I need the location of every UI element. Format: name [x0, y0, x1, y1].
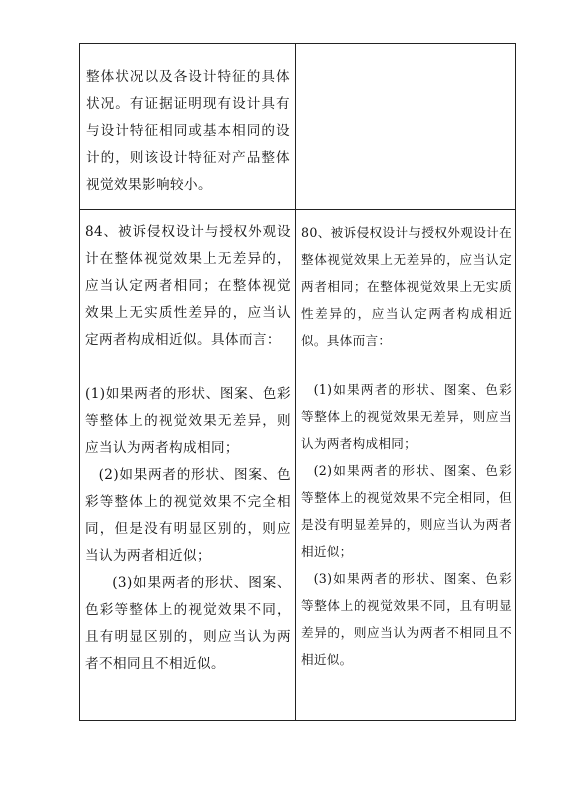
continuation-paragraph: 整体状况以及各设计特征的具体状况。有证据证明现有设计具有与设计特征相同或基本相同的设计的，则该设计特征对产品整体视觉效果影响较小。 — [86, 69, 290, 193]
table-cell-left-continuation — [80, 44, 296, 210]
article-84-item-3: (3)如果两者的形状、图案、色彩等整体上的视觉效果不同，且有明显区别的，则应当认为两者不相同且不相近似。 — [85, 575, 291, 672]
article-80-intro: 80、被诉侵权设计与授权外观设计在整体视觉效果上无差异的，应当认定两者相同；在整体视觉效果上无实质性差异的，应当认定两者构成相近似。具体而言： — [301, 225, 512, 348]
article-84-item-1: (1)如果两者的形状、图案、色彩等整体上的视觉效果无差异，则应当认为两者构成相同； — [85, 386, 291, 456]
article-80-item-1: (1)如果两者的形状、图案、色彩等整体上的视觉效果无差异，则应当认为两者构成相同； — [301, 382, 512, 451]
table-row — [80, 210, 516, 721]
table-cell-right-article-80 — [296, 210, 516, 721]
table-row — [80, 44, 516, 210]
article-80-item-2: (2)如果两者的形状、图案、色彩等整体上的视觉效果不完全相同，但是没有明显差异的，则应当认为两者相近似； — [301, 463, 512, 559]
table-cell-left-article-84 — [80, 210, 296, 721]
comparison-table — [79, 43, 516, 721]
article-84-item-2: (2)如果两者的形状、图案、色彩等整体上的视觉效果不完全相同，但是没有明显区别的，则应当认为两者相近似； — [85, 467, 291, 564]
article-84-intro: 84、被诉侵权设计与授权外观设计在整体视觉效果上无差异的，应当认定两者相同；在整体视觉效果上无实质性差异的，应当认定两者构成相近似。具体而言： — [85, 224, 291, 348]
table-cell-right-empty — [296, 44, 516, 210]
article-80-item-3: (3)如果两者的形状、图案、色彩等整体上的视觉效果不同，且有明显差异的，则应当认为两者不相同且不相近似。 — [301, 571, 512, 667]
